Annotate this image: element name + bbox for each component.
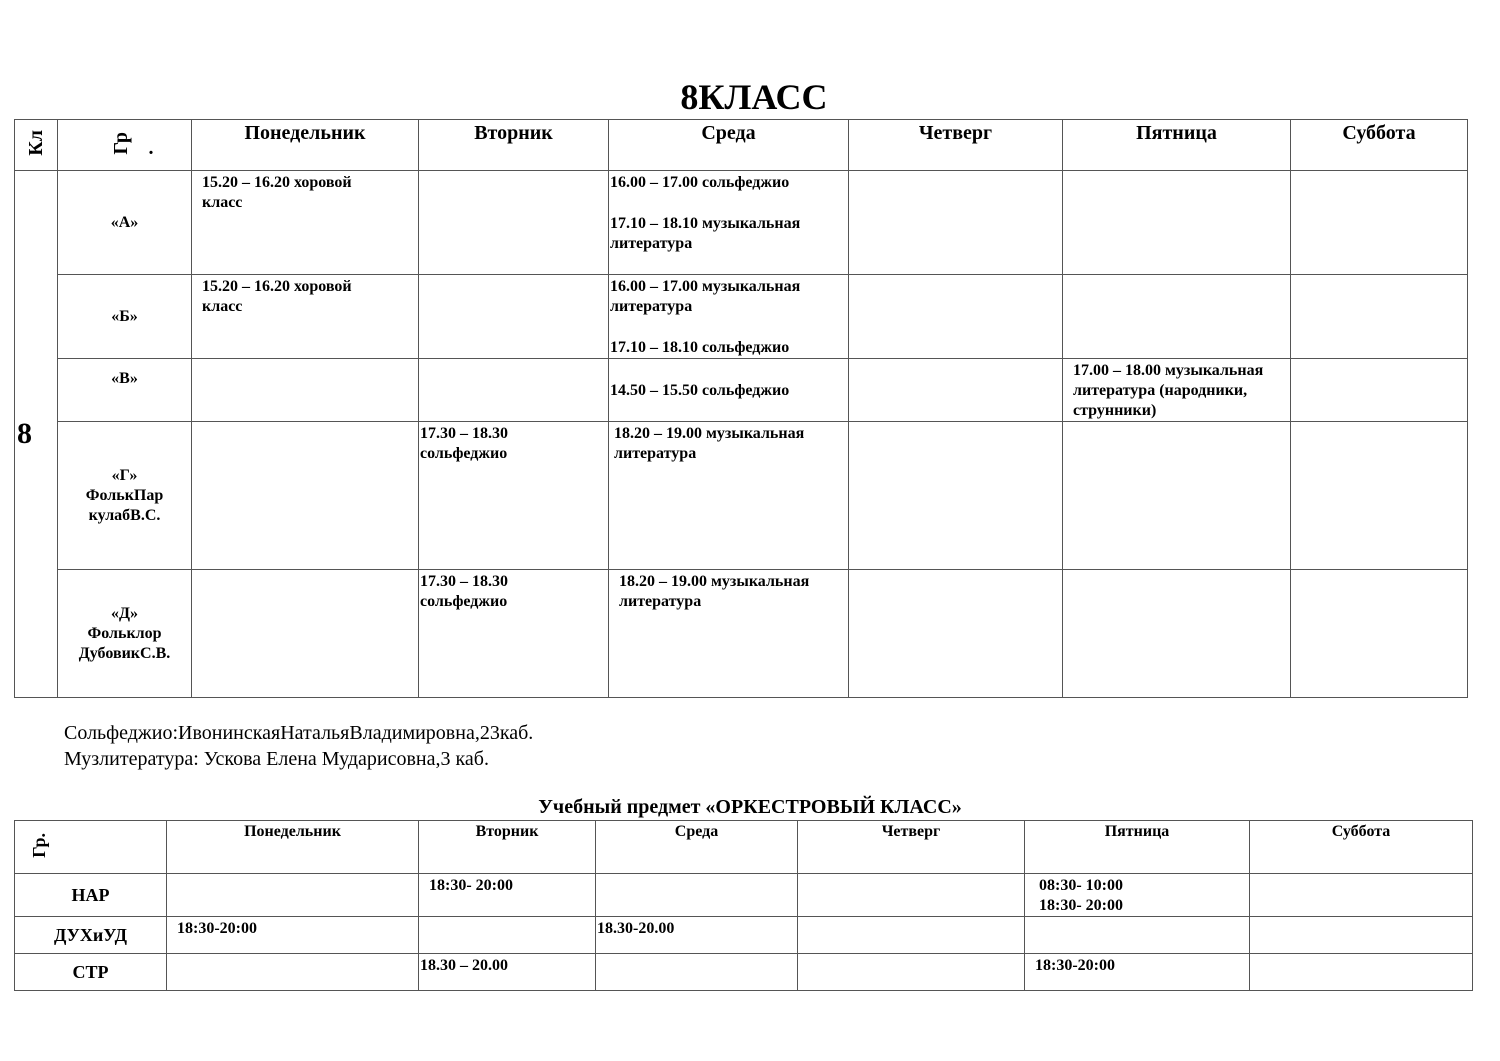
- table-row: [15, 275, 1468, 359]
- schedule-cell: 15.20 – 16.20 хоровой класс: [192, 171, 419, 275]
- schedule-cell: [1250, 874, 1473, 917]
- header-tuesday: Вторник: [419, 120, 609, 171]
- note-solfeggio: Сольфеджио:ИвонинскаяНатальяВладимировна,23каб.: [64, 722, 534, 744]
- schedule-cell: 16.00 – 17.00 сольфеджио 17.10 – 18.10 музыкальная литература: [609, 171, 849, 275]
- header-gr: Гр .: [58, 120, 192, 171]
- schedule-cell: [849, 359, 1063, 422]
- table-row: [15, 874, 1473, 917]
- class-number: 8: [15, 171, 58, 698]
- schedule-cell: [192, 422, 419, 570]
- schedule-cell: [419, 171, 609, 275]
- schedule-cell: 17.30 – 18.30 сольфеджио: [419, 570, 609, 698]
- schedule-cell: [849, 570, 1063, 698]
- schedule-cell: [1250, 917, 1473, 954]
- group-cell: «В»: [58, 359, 192, 422]
- table-row: [15, 954, 1473, 991]
- table-row: [15, 359, 1468, 422]
- schedule-cell: [849, 422, 1063, 570]
- schedule-cell: [419, 359, 609, 422]
- table-row: [15, 570, 1468, 698]
- header-gr: Гр.: [15, 821, 167, 874]
- schedule-cell: [167, 874, 419, 917]
- schedule-cell: [1291, 171, 1468, 275]
- schedule-cell: [596, 954, 798, 991]
- schedule-cell: [596, 874, 798, 917]
- schedule-cell: [167, 954, 419, 991]
- table-row: [15, 171, 1468, 275]
- row-label: НАР: [15, 874, 167, 917]
- group-cell: «Д» Фольклор ДубовикС.В.: [58, 570, 192, 698]
- group-cell: «А»: [58, 171, 192, 275]
- schedule-cell: [1291, 570, 1468, 698]
- schedule-cell: [192, 570, 419, 698]
- schedule-cell: [419, 917, 596, 954]
- header-wednesday: Среда: [596, 821, 798, 874]
- schedule-header-row: [15, 120, 1468, 171]
- header-wednesday: Среда: [609, 120, 849, 171]
- schedule-cell: [849, 275, 1063, 359]
- schedule-cell: [1250, 954, 1473, 991]
- row-label: ДУХиУД: [15, 917, 167, 954]
- orchestra-table: [14, 820, 1473, 991]
- header-saturday: Суббота: [1250, 821, 1473, 874]
- schedule-cell: 17.30 – 18.30 сольфеджио: [419, 422, 609, 570]
- header-tuesday: Вторник: [419, 821, 596, 874]
- orchestra-header-row: [15, 821, 1473, 874]
- schedule-table: [14, 119, 1468, 698]
- schedule-cell: [1291, 422, 1468, 570]
- schedule-cell: 18.30 – 20.00: [419, 954, 596, 991]
- schedule-cell: [798, 917, 1025, 954]
- header-thursday: Четверг: [849, 120, 1063, 171]
- row-label: СТР: [15, 954, 167, 991]
- header-kl: Кл: [15, 120, 58, 171]
- schedule-cell: [849, 171, 1063, 275]
- schedule-cell: [1063, 570, 1291, 698]
- header-thursday: Четверг: [798, 821, 1025, 874]
- schedule-cell: [798, 954, 1025, 991]
- schedule-cell: 18:30-20:00: [1025, 954, 1250, 991]
- header-friday: Пятница: [1063, 120, 1291, 171]
- schedule-cell: 15.20 – 16.20 хоровой класс: [192, 275, 419, 359]
- table-row: [15, 917, 1473, 954]
- schedule-cell: 18.20 – 19.00 музыкальная литература: [609, 570, 849, 698]
- schedule-cell: [1063, 171, 1291, 275]
- schedule-cell: [1025, 917, 1250, 954]
- note-muzlit: Музлитература: Ускова Елена Мударисовна,3 каб.: [64, 748, 489, 770]
- schedule-cell: [419, 275, 609, 359]
- schedule-cell: [1291, 359, 1468, 422]
- orchestra-title: Учебный предмет «ОРКЕСТРОВЫЙ КЛАСС»: [538, 796, 962, 818]
- header-friday: Пятница: [1025, 821, 1250, 874]
- schedule-cell: 16.00 – 17.00 музыкальная литература 17.10 – 18.10 сольфеджио: [609, 275, 849, 359]
- page-title: 8КЛАСС: [680, 77, 828, 117]
- schedule-cell: 14.50 – 15.50 сольфеджио: [609, 359, 849, 422]
- header-monday: Понедельник: [192, 120, 419, 171]
- teacher-notes: [64, 720, 533, 772]
- header-saturday: Суббота: [1291, 120, 1468, 171]
- schedule-cell: 18:30- 20:00: [419, 874, 596, 917]
- group-cell: «Б»: [58, 275, 192, 359]
- schedule-cell: [1291, 275, 1468, 359]
- schedule-cell: [1063, 275, 1291, 359]
- schedule-cell: 18.20 – 19.00 музыкальная литература: [609, 422, 849, 570]
- schedule-cell: 08:30- 10:00 18:30- 20:00: [1025, 874, 1250, 917]
- header-monday: Понедельник: [167, 821, 419, 874]
- schedule-cell: [798, 874, 1025, 917]
- schedule-cell: 18.30-20.00: [596, 917, 798, 954]
- group-cell: «Г» ФолькПар кулабВ.С.: [58, 422, 192, 570]
- table-row: [15, 422, 1468, 570]
- schedule-cell: [1063, 422, 1291, 570]
- schedule-cell: [192, 359, 419, 422]
- schedule-cell: 18:30-20:00: [167, 917, 419, 954]
- schedule-cell: 17.00 – 18.00 музыкальная литература (народники, струнники): [1063, 359, 1291, 422]
